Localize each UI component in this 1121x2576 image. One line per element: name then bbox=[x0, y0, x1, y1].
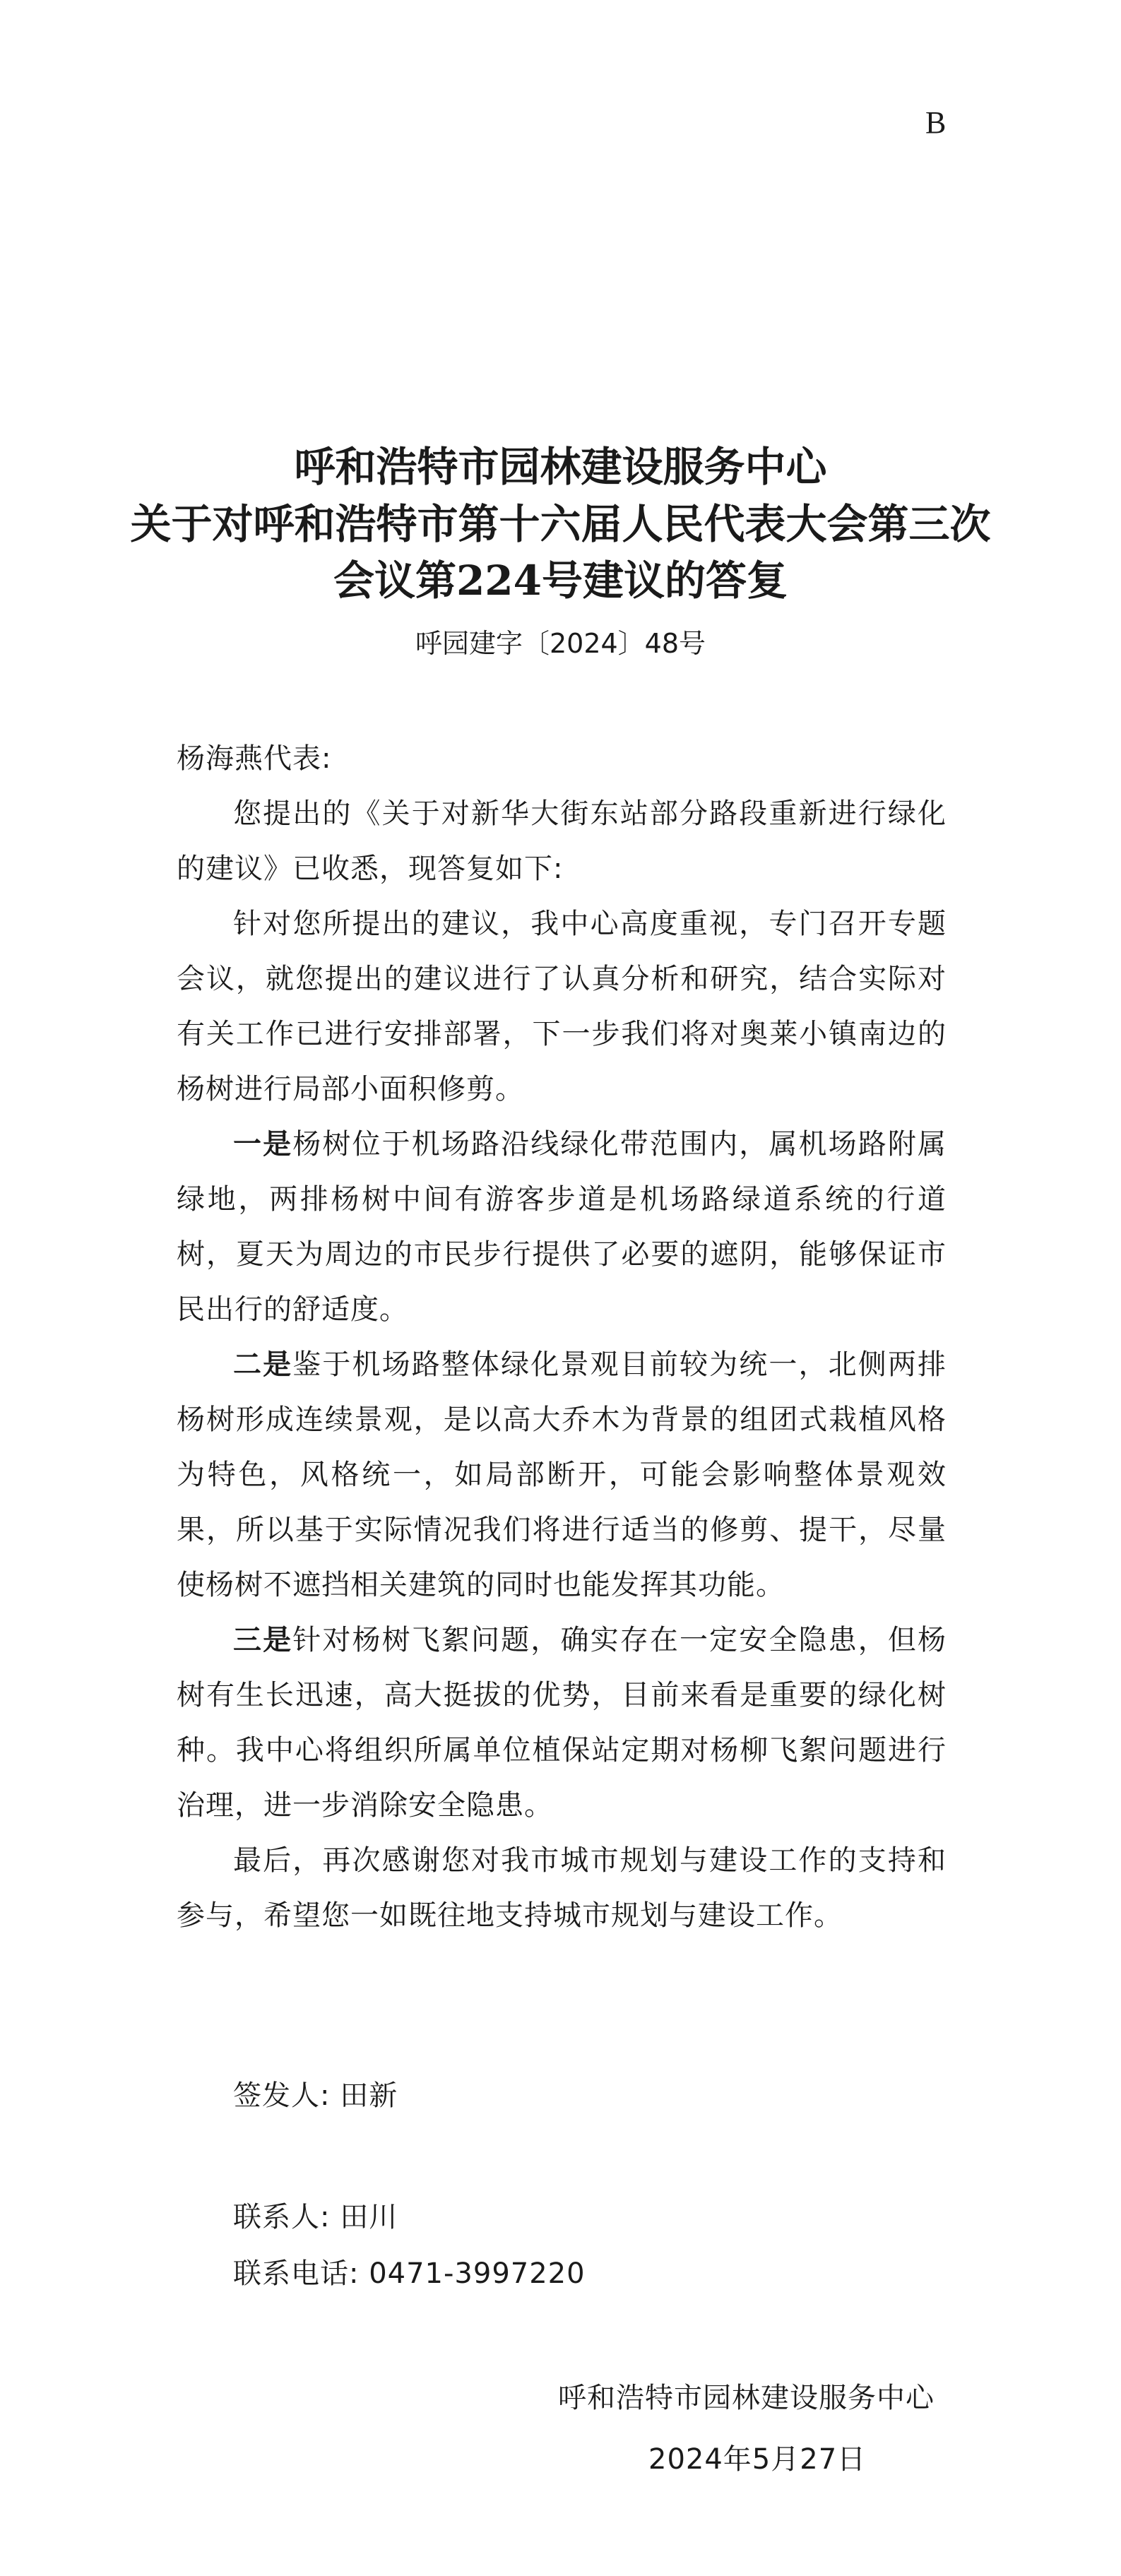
issuing-organization: 呼和浩特市园林建设服务中心 bbox=[558, 2382, 935, 2414]
paragraph-point-two bbox=[177, 1337, 947, 1613]
paragraph-point-three bbox=[177, 1613, 947, 1833]
point-three-keyword: 三是 bbox=[233, 1624, 293, 1656]
contact-phone: 联系电话: 0471-3997220 bbox=[233, 2257, 586, 2290]
paragraph-point-one bbox=[177, 1117, 947, 1337]
contact-person: 联系人: 田川 bbox=[233, 2201, 398, 2233]
point-three-text: 针对杨树飞絮问题，确实存在一定安全隐患，但杨树有生长迅速，高大挺拔的优势，目前来看是重要的绿化树种。我中心将组织所属单位植保站定期对杨柳飞絮问题进行治理，进一步消除安全隐患。 bbox=[177, 1624, 947, 1822]
salutation: 杨海燕代表: bbox=[177, 742, 332, 775]
paragraph-acknowledgement: 您提出的《关于对新华大街东站部分路段重新进行绿化的建议》已收悉，现答复如下: bbox=[177, 797, 947, 885]
title-line-2: 关于对呼和浩特市第十六届人民代表大会第三次 bbox=[130, 500, 991, 548]
title-line-3: 会议第224号建议的答复 bbox=[333, 557, 788, 605]
paragraph-response-overview: 针对您所提出的建议，我中心高度重视，专门召开专题会议，就您提出的建议进行了认真分析和研究，结合实际对有关工作已进行安排部署，下一步我们将对奥莱小镇南边的杨树进行局部小面积修剪。 bbox=[177, 908, 947, 1105]
point-two-keyword: 二是 bbox=[233, 1348, 293, 1381]
paragraph-closing: 最后，再次感谢您对我市城市规划与建设工作的支持和参与，希望您一如既往地支持城市规划与建设工作。 bbox=[177, 1844, 947, 1932]
corner-mark: B bbox=[925, 105, 947, 140]
letter-body bbox=[177, 786, 947, 1943]
point-two-text: 鉴于机场路整体绿化景观目前较为统一，北侧两排杨树形成连续景观，是以高大乔木为背景的组团式栽植风格为特色，风格统一，如局部断开，可能会影响整体景观效果，所以基于实际情况我们将进行适当的修剪、提干，尽量使杨树不遮挡相关建筑的同时也能发挥其功能。 bbox=[177, 1348, 947, 1601]
point-one-keyword: 一是 bbox=[233, 1128, 293, 1161]
document-number: 呼园建字〔2024〕48号 bbox=[415, 628, 706, 659]
title-line-1: 呼和浩特市园林建设服务中心 bbox=[294, 443, 827, 491]
issue-date: 2024年5月27日 bbox=[648, 2443, 867, 2476]
signer: 签发人: 田新 bbox=[233, 2079, 398, 2112]
point-one-text: 杨树位于机场路沿线绿化带范围内，属机场路附属绿地，两排杨树中间有游客步道是机场路绿道系统的行道树，夏天为周边的市民步行提供了必要的遮阴，能够保证市民出行的舒适度。 bbox=[177, 1128, 947, 1326]
